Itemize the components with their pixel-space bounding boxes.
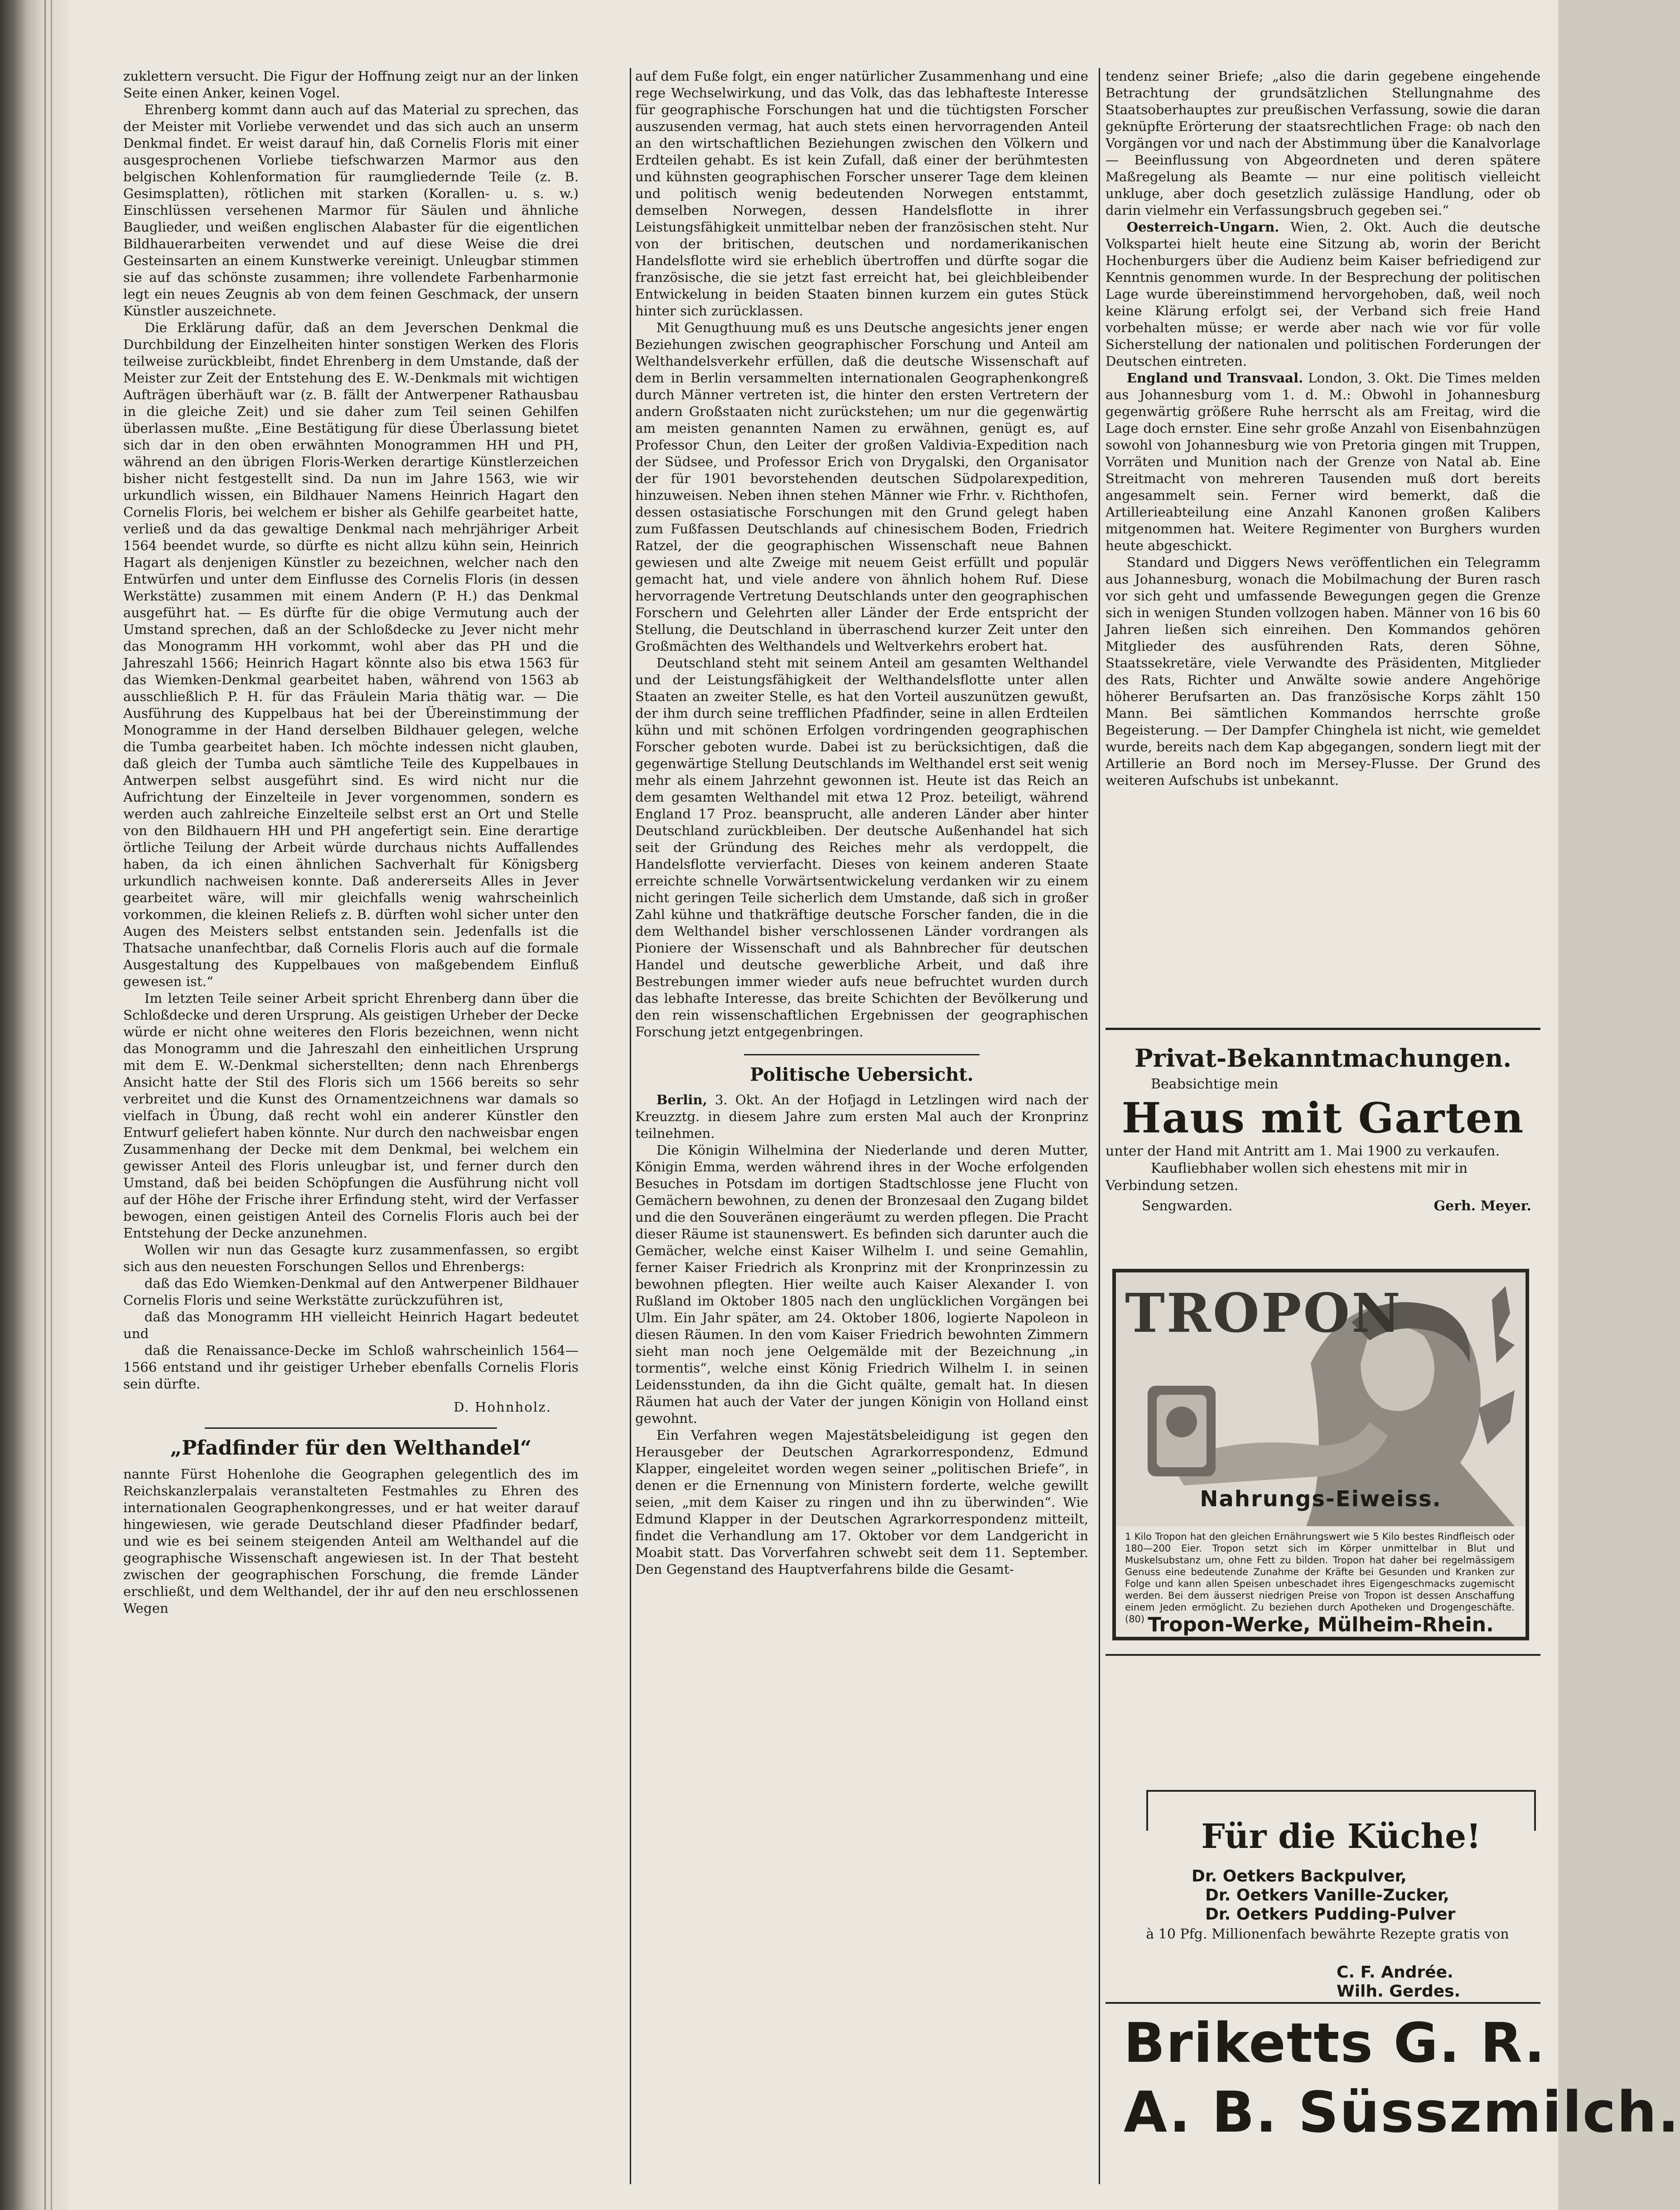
section-heading: Politische Uebersicht. bbox=[750, 1064, 974, 1085]
paragraph: 3. Okt. An der Hofjagd in Letzlingen wird nach der Kreuzztg. in diesem Jahre zum ersten Mal auch der Kronprinz teilnehmen. bbox=[635, 1092, 1088, 1141]
column-rule bbox=[1099, 68, 1100, 2184]
heading-divider bbox=[205, 1427, 497, 1429]
ad-headline: A. B. Süsszmilch. bbox=[1124, 2080, 1680, 2145]
ad-signature: Gerh. Meyer. bbox=[1434, 1198, 1531, 1214]
article-heading: „Pfadfinder für den Welthandel“ bbox=[170, 1436, 532, 1460]
paragraph: Im letzten Teile seiner Arbeit spricht Ehrenberg dann über die Schloßdecke und deren Ursprung. Als geistigen Urheber der Decke würde er nicht ohne weiteres den Floris bezeichnen, wenn nicht das Monogramm und die Jahreszahl den einheitlichen Ursprung mit dem E. W.-Denkmal sicherstellten; denn nach Ehrenbergs Ansicht hatte der Stil des Floris sich um 1566 bereits so sehr verbreitet und die Kunst des Ornamentzeichnens war damals so vielfach in Übung, daß recht wohl ein anderer Künstler den Entwurf geliefert haben könnte. Nur durch den nachweisbar engen Zusammenhang der Decke mit dem Denkmal, bei welchem ein gewisser Anteil des Floris unleugbar ist, und ferner durch den Umstand, daß bei beiden Schöpfungen die Ausführung nicht voll auf der Höhe der Frische ihrer Erfindung steht, wird der Verfasser bewogen, einen geistigen Anteil des Cornelis Floris auch bei der Entstehung der Decke anzunehmen. bbox=[123, 991, 579, 1241]
paragraph: daß das Monogramm HH vielleicht Heinrich Hagart bedeutet und bbox=[123, 1309, 579, 1341]
ad-text: Kaufliebhaber wollen sich ehestens mit mir in Verbindung setzen. bbox=[1106, 1161, 1468, 1194]
briketts-ad bbox=[1124, 2012, 1680, 2166]
oetker-ad bbox=[1146, 1790, 1536, 2007]
paragraph: Ein Verfahren wegen Majestätsbeleidigung ist gegen den Herausgeber der Deutschen Agrarkorrespondenz, Edmund Klapper, eingeleitet worden wegen seiner „politischen Briefe“, in denen er die Ernennung von Ministern forderte, welche gewillt seien, „mit dem Kaiser zu ringen und ihn zu überwinden“. Wie Edmund Klapper in der Deutschen Agrarkorrespondenz mitteilt, findet die Verhandlung am 17. Oktober vor dem Landgericht in Moabit statt. Das Vorverfahren schwebt seit dem 11. September. Den Gegenstand des Hauptverfahrens bilde die Gesamt- bbox=[635, 1427, 1088, 1577]
paragraph: daß das Edo Wiemken-Denkmal auf den Antwerpener Bildhauer Cornelis Floris und seine Werkstätte zurückzuführen ist, bbox=[123, 1276, 579, 1308]
ad-text: Beabsichtige mein bbox=[1151, 1076, 1279, 1092]
column-1-article bbox=[123, 68, 579, 2180]
dateline: Berlin, bbox=[656, 1092, 707, 1107]
tropon-logo: TROPON bbox=[1125, 1282, 1403, 1344]
section-divider bbox=[1106, 1028, 1540, 1030]
column-3-article bbox=[1106, 68, 1540, 1024]
paragraph: Ehrenberg kommt dann auch auf das Material zu sprechen, das der Meister mit Vorliebe verwendet und das sich auch an unserm Denkmal findet. Er weist darauf hin, daß Cornelis Floris mit einer ausgesprochenen Vorliebe tiefschwarzen Marmor aus den belgischen Kohlenformation für raumgliedernde Teile (z. B. Gesimsplatten), rötlichen mit starken (Korallen- u. s. w.) Einschlüssen versehenen Marmor für Säulen und ähnliche Bauglieder, und weißen englischen Alabaster für die eigentlichen Bildhauerarbeiten verwendet und auf diese Weise die drei Gesteinsarten an einem Kunstwerke vereinigt. Unleugbar stimmen sie auf das schönste zusammen; ihre vollendete Farbenharmonie legt ein neues Zeugnis ab von dem feinen Geschmack, der unsern Künstler auszeichnete. bbox=[123, 102, 579, 319]
binding-edge-line bbox=[51, 0, 52, 2210]
product-item: Dr. Oetkers Vanille-Zucker, bbox=[1205, 1886, 1449, 1905]
paragraph: Die Erklärung dafür, daß an dem Jeverschen Denkmal die Durchbildung der Einzelheiten hinter sonstigen Werken des Floris teilweise zurückbleibt, findet Ehrenberg in dem Umstande, daß der Meister zur Zeit der Entstehung des E. W.-Denkmals mit wichtigen Aufträgen überhäuft war (z. B. fällt der Antwerpener Rathausbau in die gleiche Zeit) und sie daher zum Teil seinen Gehilfen überlassen mußte. „Eine Bestätigung für diese Überlassung bietet sich dar in den oben erwähnten Monogrammen HH und PH, während an den übrigen Floris-Werken derartige Künstlerzeichen bisher nicht festgestellt sind. Da nun im Jahre 1563, wie wir urkundlich wissen, ein Bildhauer Namens Heinrich Hagart den Cornelis Floris, bei welchem er bisher als Gehilfe gearbeitet hatte, verließ und da das gewaltige Denkmal nach mehrjähriger Arbeit 1564 beendet wurde, so dürfte es nicht allzu kühn sein, Heinrich Hagart als denjenigen Künstler zu bezeichnen, welcher nach den Entwürfen und unter dem Einflusse des Cornelis Floris (in dessen Werkstätte) zusammen mit einem Andern (P. H.) das Denkmal ausgeführt hat. — Es dürfte für die obige Vermutung auch der Umstand sprechen, daß an der Schloßdecke zu Jever nicht mehr das Monogramm HH vorkommt, wohl aber das PH und die Jahreszahl 1566; Heinrich Hagart könnte also bis etwa 1563 für das Wiemken-Denkmal gearbeitet haben, während von 1563 ab ausschließlich P. H. für das Fräulein Maria thätig war. — Die Ausführung des Kuppelbaus hat bei der Übereinstimmung der Monogramme in der Hand derselben Bildhauer gelegen, welche die Tumba gearbeitet haben. Ich möchte indessen nicht glauben, daß gleich der Tumba auch sämtliche Teile des Kuppelbaues in Antwerpen selbst ausgeführt sind. Es wird nicht nur die Aufrichtung der Einzelteile in Jever vorgenommen, sondern es werden auch zahlreiche Einzelteile selbst erst an Ort und Stelle von den Bildhauern HH und PH angefertigt sein. Eine derartige örtliche Teilung der Arbeit würde durchaus nichts Auffallendes haben, da ich einen ähnlichen Sachverhalt für Königsberg urkundlich nachweisen konnte. Daß andererseits Alles in Jever gearbeitet wäre, will mir gleichfalls wenig wahrscheinlich vorkommen, die kleinen Reliefs z. B. dürften wohl sicher unter den Augen des Meisters selbst entstanden sein. Jedenfalls ist die Thatsache unanfechtbar, daß Cornelis Floris auch auf die formale Ausgestaltung des Kuppelbaues von maßgebendem Einfluß gewesen ist.“ bbox=[123, 320, 579, 989]
ad-section-title: Privat-Bekanntmachungen. bbox=[1134, 1044, 1512, 1073]
binding-edge-line bbox=[44, 0, 46, 2210]
paragraph: Deutschland steht mit seinem Anteil am gesamten Welthandel und der Leistungsfähigkeit der Welthandelsflotte unter allen Staaten an zweiter Stelle, es hat den Vorteil auszunützen gewußt, der ihm durch seine trefflichen Pfadfinder, seine in allen Erdteilen kühn und mit schönen Erfolgen vordringenden geographischen Forscher geboten wurde. Dabei ist zu berücksichtigen, daß die gegenwärtige Stellung Deutschlands im Welthandel erst seit wenig mehr als einem Jahrzehnt gewonnen ist. Heute ist das Reich an dem gesamten Welthandel mit etwa 12 Proz. beteiligt, während England 17 Proz. beansprucht, alle anderen Länder aber hinter Deutschland zurückbleiben. Der deutsche Außenhandel hat sich seit der Gründung des Reiches mehr als verdoppelt, die Handelsflotte vervierfacht. Dieses von keinem anderen Staate erreichte schnelle Vorwärtsentwickelung verdanken wir zu einem nicht geringen Teile sicherlich dem Umstande, daß sich in großer Zahl kühne und thatkräftige deutsche Forscher fanden, die in die dem Welthandel bisher verschlossenen Länder vordrangen als Pioniere der Wissenschaft und als Bahnbrecher für deutschen Handel und deutsche gewerbliche Arbeit, und daß ihre Bestrebungen immer wieder aufs neue befruchtet wurden durch das lebhafte Interesse, das breite Schichten der Bevölkerung und den rein wissenschaftlichen Ergebnissen der geographischen Forschung jetzt entgegenbringen. bbox=[635, 655, 1088, 1040]
section-subheading: Oesterreich-Ungarn. bbox=[1126, 219, 1279, 235]
paragraph: Die Königin Wilhelmina der Niederlande und deren Mutter, Königin Emma, werden während ihres in der Woche erfolgenden Besuches in Potsdam im dortigen Stadtschlosse jene Flucht von Gemächern bewohnen, zu denen der Bronzesaal den Zugang bildet und die den Souveränen eingeräumt zu werden pflegen. Die Pracht dieser Räume ist staunenswert. Es befinden sich darunter auch die Gemächer, welche einst Kaiser Wilhelm I. und seine Gemahlin, ferner Kaiser Friedrich als Kronprinz mit der Kronprinzessin zu bewohnen pflegten. Hier weilte auch Kaiser Alexander I. von Rußland im Oktober 1805 nach den unglücklichen Vorgängen bei Ulm. Ein Jahr später, am 24. Oktober 1806, logierte Napoleon in diesen Räumen. In den vom Kaiser Friedrich bewohnten Zimmern sieht man noch jene Oelgemälde mit der Bezeichnung „in tormentis“, welche einst König Friedrich Wilhelm I. in seinen Leidensstunden, da ihn die Gicht quälte, gemalt hat. In diesen Räumen hat auch der Vater der jungen Königin von Holland einst gewohnt. bbox=[635, 1142, 1088, 1426]
section-subheading: England und Transvaal. bbox=[1126, 370, 1303, 386]
paragraph: Mit Genugthuung muß es uns Deutsche angesichts jener engen Beziehungen zwischen geographischer Forschung und Anteil am Welthandelsverkehr erfüllen, daß die deutsche Wissenschaft auf dem in Berlin versammelten internationalen Geographenkongreß durch Männer vertreten ist, die hinter den ersten Vertretern der andern Großstaaten nicht zurückstehen; um nur die gegenwärtig am meisten genannten Namen zu erwähnen, genügt es, auf Professor Chun, den Leiter der großen Valdivia-Expedition nach der Südsee, und Professor Erich von Drygalski, den Organisator der für 1901 bevorstehenden deutschen Südpolarexpedition, hinzuweisen. Neben ihnen stehen Männer wie Frhr. v. Richthofen, dessen ostasiatische Forschungen mit den Grund gelegt haben zum Fußfassen Deutschlands auf chinesischem Boden, Friedrich Ratzel, der die geographischen Wissenschaft neue Bahnen gewiesen und alte Zweige mit neuem Geist erfüllt und populär gemacht hat, und viele andere von ähnlich hohem Ruf. Diese hervorragende Vertretung Deutschlands unter den geographischen Forschern und Gelehrten aller Länder der Erde entspricht der Stellung, die Deutschland in überraschend kurzer Zeit unter den Großmächten des Welthandels und Weltverkehrs erobert hat. bbox=[635, 320, 1088, 654]
column-rule bbox=[630, 68, 631, 2184]
ad-text: unter der Hand mit Antritt am 1. Mai 1900 zu verkaufen. bbox=[1106, 1143, 1500, 1159]
book-binding-shadow bbox=[0, 0, 68, 2210]
ad-subtitle: Nahrungs-Eiweiss. bbox=[1200, 1486, 1442, 1512]
ad-headline: Für die Küche! bbox=[1201, 1817, 1481, 1856]
ad-body-text: 1 Kilo Tropon hat den gleichen Ernährungswert wie 5 Kilo bestes Rindfleisch oder 180—200 Eier. Tropon setzt sich im Körper unmittelbar in Blut und Muskelsubstanz um, ohne Fett zu bilden. Tropon hat daher bei regelmässigem Genuss eine bedeutende Zunahme der Kräfte bei Gesunden und Kranken zur Folge und kann allen Speisen unbeschadet ihres Eigengeschmacks zugemischt werden. Bei dem äusserst niedrigen Preise von Tropon ist dessen Anschaffung einem Jeden ermöglicht. Zu beziehen durch Apotheken und Drogengeschäfte. (80) bbox=[1125, 1531, 1515, 1625]
paragraph: Wollen wir nun das Gesagte kurz zusammenfassen, so ergibt sich aus den neuesten Forschungen Sellos und Ehrenbergs: bbox=[123, 1242, 579, 1274]
private-announcement-ad bbox=[1106, 1042, 1540, 1242]
paragraph: auf dem Fuße folgt, ein enger natürlicher Zusammenhang und eine rege Wechselwirkung, und das Volk, das das lebhafteste Interesse für geographische Forschungen hat und die tüchtigsten Forscher auszusenden vermag, hat auch stets einen hervorragenden Anteil an den wirtschaftlichen Beziehungen zwischen den Völkern und Erdteilen gehabt. Es ist kein Zufall, daß einer der berühmtesten und kühnsten geographischen Forscher unserer Tage dem kleinen und politisch wenig bedeutenden Norwegen entstammt, demselben Norwegen, dessen Handelsflotte in ihrer Leistungsfähigkeit unmittelbar neben der französischen steht. Nur von der britischen, deutschen und nordamerikanischen Handelsflotte wird sie erheblich übertroffen und dürfte sogar die französische, die sie jetzt fast erreicht hat, bei gleichbleibender Entwickelung in beiden Staaten binnen kurzem ein gutes Stück hinter sich zurücklassen. bbox=[635, 68, 1088, 319]
ad-headline: Briketts G. R. bbox=[1124, 2012, 1546, 2075]
paragraph: nannte Fürst Hohenlohe die Geographen gelegentlich des im Reichskanzlerpalais veranstalteten Festmahles zu Ehren des internationalen Geographenkongresses, und er hat weiter darauf hingewiesen, wie gerade Deutschland dieser Pfadfinder bedarf, und wie es bei seinem steigenden Anteil am Welthandel auf die geographische Wissenschaft angewiesen ist. In der That besteht zwischen der geographischen Forschung, die fremde Länder erschließt, und dem Welthandel, der ihr auf den neu erschlossenen Wegen bbox=[123, 1466, 579, 1616]
tropon-ad bbox=[1112, 1269, 1529, 1640]
article-signature: D. Hohnholz. bbox=[454, 1399, 551, 1415]
ad-headline: Haus mit Garten bbox=[1121, 1093, 1525, 1142]
ad-manufacturer: Tropon-Werke, Mülheim-Rhein. bbox=[1148, 1613, 1494, 1636]
section-divider bbox=[1106, 1654, 1540, 1656]
product-list bbox=[1192, 1867, 1455, 1924]
vendor-name: C. F. Andrée. bbox=[1337, 1963, 1453, 1982]
column-2-article bbox=[635, 68, 1088, 2207]
vendor-name: Wilh. Gerdes. bbox=[1337, 1982, 1461, 2001]
paragraph: daß die Renaissance-Decke im Schloß wahrscheinlich 1564—1566 entstand und ihr geistiger Urheber ebenfalls Cornelis Floris sein dürfte. bbox=[123, 1343, 579, 1392]
product-item: Dr. Oetkers Backpulver, bbox=[1192, 1867, 1407, 1886]
paragraph: Standard und Diggers News veröffentlichen ein Telegramm aus Johannesburg, wonach die Mobilmachung der Buren rasch vor sich geht und umfassende Bewegungen gegen die Grenze sich in wenigen Stunden vollzogen haben. Männer von 16 bis 60 Jahren ließen sich einreihen. Den Kommandos gehören Mitglieder des ausführenden Rats, deren Söhne, Staatssekretäre, viele Verwandte des Präsidenten, Mitglieder des Rats, Richter und Anwälte sowie andere Angehörige höherer Berufsarten an. Das französische Korps zählt 150 Mann. Bei sämtlichen Kommandos herrschte große Begeisterung. — Der Dampfer Chinghela ist nicht, wie gemeldet wurde, bereits nach dem Kap abgegangen, sondern liegt mit der Artillerie an Bord noch im Mersey-Flusse. Der Grund des weiteren Aufschubs ist unbekannt. bbox=[1106, 555, 1540, 788]
ad-place: Sengwarden. bbox=[1142, 1198, 1233, 1214]
paragraph: London, 3. Okt. Die Times melden aus Johannesburg vom 1. d. M.: Obwohl in Johannesburg gegenwärtig größere Ruhe herrscht als am Freitag, wird die Lage doch ernster. Eine sehr große Anzahl von Eisenbahnzügen sowohl von Johannesburg wie von Pretoria gingen mit Truppen, Vorräten und Munition nach der Grenze von Natal ab. Eine Streitmacht von mehreren Tausenden muß dort bereits angesammelt sein. Ferner wird bemerkt, daß die Artillerieabteilung eine Anzahl Kanonen großen Kalibers mitgenommen hat. Weitere Regimenter von Burghers wurden heute abgeschickt. bbox=[1106, 370, 1540, 553]
paragraph: Wien, 2. Okt. Auch die deutsche Volkspartei hielt heute eine Sitzung ab, worin der Bericht Hochenburgers über die Audienz beim Kaiser befriedigend zur Kenntnis genommen wurde. In der Besprechung der politischen Lage wurde übereinstimmend hervorgehoben, daß, weil noch keine Klärung erfolgt sei, der Verband sich freie Hand vorbehalten müsse; er werde aber nach wie vor für volle Sicherstellung der nationalen und politischen Forderungen der Deutschen eintreten. bbox=[1106, 219, 1540, 369]
section-divider bbox=[1106, 2002, 1540, 2004]
ad-vendors bbox=[1337, 1963, 1460, 2001]
heading-divider bbox=[744, 1054, 980, 1055]
ad-price-text: à 10 Pfg. Millionenfach bewährte Rezepte gratis von bbox=[1146, 1926, 1509, 1942]
ad-frame bbox=[1146, 1790, 1536, 1792]
paragraph: zuklettern versucht. Die Figur der Hoffnung zeigt nur an der linken Seite einen Anker, keinen Vogel. bbox=[123, 68, 579, 101]
product-item: Dr. Oetkers Pudding-Pulver bbox=[1205, 1905, 1456, 1924]
paragraph: tendenz seiner Briefe; „also die darin gegebene eingehende Betrachtung der grundsätzlichen Stellungnahme des Staatsoberhauptes zur preußischen Verfassung, sowie die daran geknüpfte Erörterung der staatsrechtlichen Frage: ob nach den Vorgängen vor und nach der Abstimmung über die Kanalvorlage — Beeinflussung von Abgeordneten und deren spätere Maßregelung als Beamte — nur eine politisch vielleicht unkluge, aber doch gesetzlich zulässige Handlung, oder ob darin vielmehr ein Verfassungsbruch gegeben sei.“ bbox=[1106, 68, 1540, 218]
